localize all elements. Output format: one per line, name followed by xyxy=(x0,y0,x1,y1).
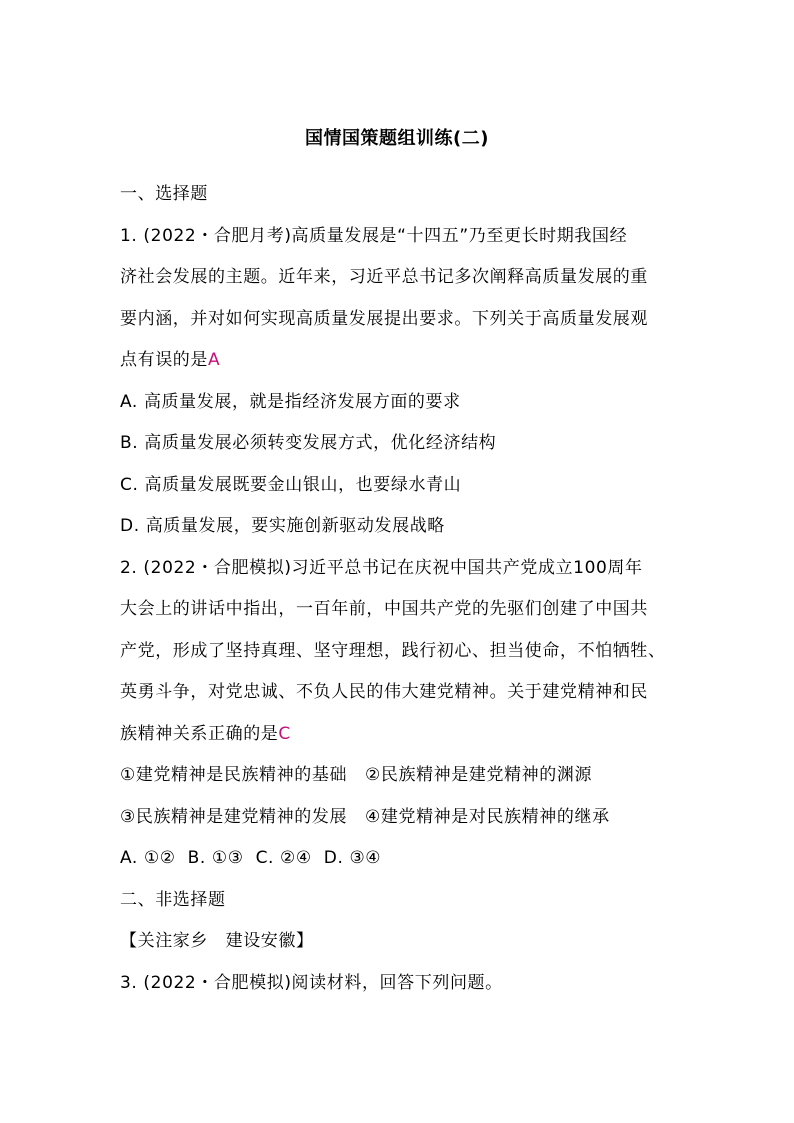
choice-a: A. ①② xyxy=(120,848,176,868)
choice-b: B. ①③ xyxy=(187,848,244,868)
section-heading-choice: 一、选择题 xyxy=(120,184,208,204)
choice-d: D. ③④ xyxy=(323,848,382,868)
question-2-stem-end: 族精神关系正确的是 xyxy=(120,723,279,744)
question-2-answer: C xyxy=(278,723,291,744)
question-1-answer: A xyxy=(208,350,221,370)
question-3: 3. (2022・合肥模拟)阅读材料，回答下列问题。 xyxy=(120,972,503,993)
question-1-option-b: B. 高质量发展必须转变发展方式，优化经济结构 xyxy=(120,433,497,453)
choice-c: C. ②④ xyxy=(255,848,312,868)
question-1-option-d: D. 高质量发展，要实施创新驱动发展战略 xyxy=(120,516,445,536)
question-2-line: 2. (2022・合肥模拟)习近平总书记在庆祝中国共产党成立100周年 xyxy=(120,557,643,578)
question-2-choices xyxy=(120,844,680,886)
section-heading-non-choice: 二、非选择题 xyxy=(120,889,226,910)
statement-3: ③民族精神是建党精神的发展 xyxy=(120,806,348,827)
statement-2: ②民族精神是建党精神的渊源 xyxy=(365,765,593,785)
question-2 xyxy=(120,554,680,886)
question-1-option-a: A. 高质量发展，就是指经济发展方面的要求 xyxy=(120,391,461,412)
question-1-stem-end: 点有误的是 xyxy=(120,350,208,370)
document-body xyxy=(120,180,680,1010)
question-1-line: 1. (2022・合肥月考)高质量发展是“十四五”乃至更长时期我国经 xyxy=(120,225,628,246)
question-2-statements-row-1 xyxy=(120,761,680,803)
question-1-option-c: C. 高质量发展既要金山银山，也要绿水青山 xyxy=(120,474,462,495)
statement-4: ④建党精神是对民族精神的继承 xyxy=(365,806,610,827)
topic-heading: 【关注家乡 建设安徽】 xyxy=(120,931,314,951)
question-1-line: 济社会发展的主题。近年来，习近平总书记多次阐释高质量发展的重 xyxy=(120,267,648,287)
question-2-statements-row-2 xyxy=(120,803,680,845)
question-2-line: 英勇斗争，对党忠诚、不负人民的伟大建党精神。关于建党精神和民 xyxy=(120,682,648,702)
question-1-line: 要内涵，并对如何实现高质量发展提出要求。下列关于高质量发展观 xyxy=(120,308,648,329)
statement-1: ①建党精神是民族精神的基础 xyxy=(120,765,348,785)
page-title: 国情国策题组训练(二) xyxy=(305,128,489,149)
question-2-line: 大会上的讲话中指出，一百年前，中国共产党的先驱们创建了中国共 xyxy=(120,599,648,619)
question-1-line xyxy=(120,346,680,388)
question-2-line: 产党，形成了坚持真理、坚守理想，践行初心、担当使命，不怕牺牲、 xyxy=(120,640,666,661)
question-2-line xyxy=(120,720,680,762)
question-1 xyxy=(120,222,680,554)
